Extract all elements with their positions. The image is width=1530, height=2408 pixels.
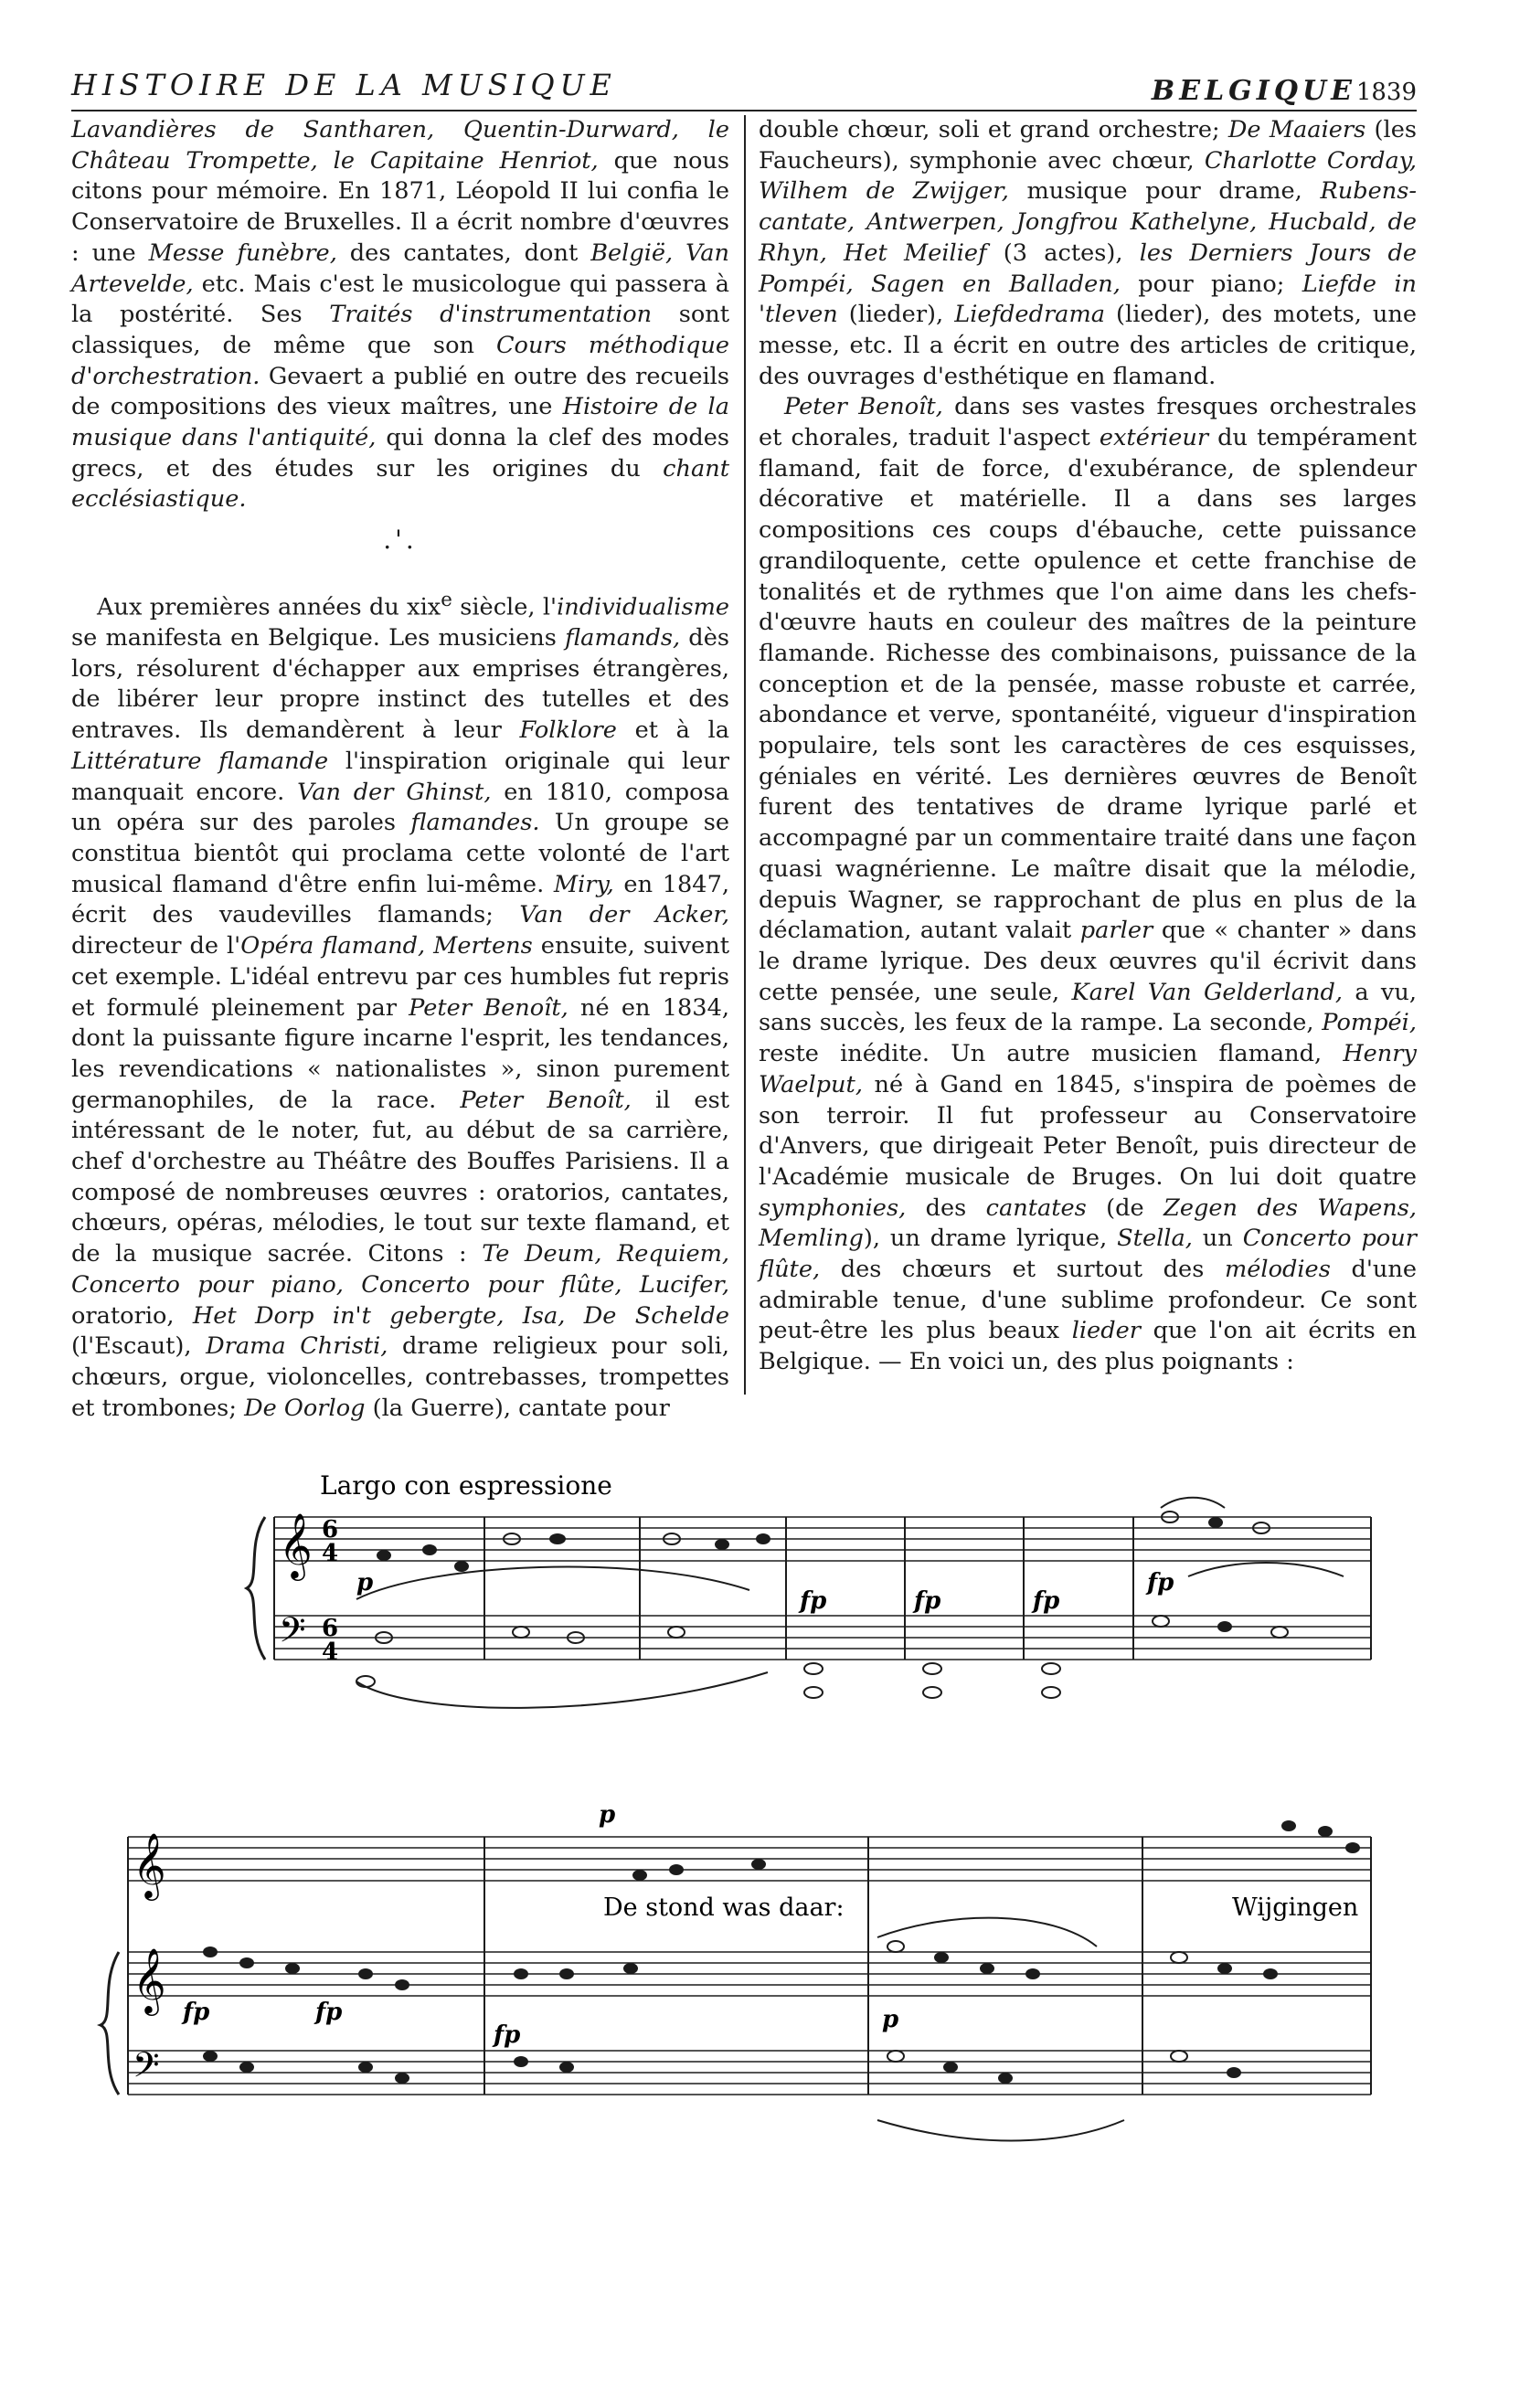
dynamic-10: p — [882, 2006, 899, 2033]
right-paragraph-2: Peter Benoît, dans ses vastes fresques orchestrales et chorales, traduit l'aspect extérieur du tempérament flamand, fait de force, d'exubérance, de splendeur décorative et matérielle. Il a dans ses larges compositions ces coups d'ébauche, cette puissance grandiloquente, cette opulence et cette franchise de tonalités et de rythmes que l'on aime dans les chefs-d'œuvre hauts en couleur des maîtres de la peinture flamande. Richesse des combinaisons, puissance de la conception et de la pensée, masse robuste et carrée, abondance et verve, spontanéité, vigueur d'inspiration populaire, tels sont les caractères de ces esquisses, géniales en vérité. Les dernières œuvres de Benoît furent des tentatives de drame lyrique parlé et accompagné par un commentaire traité dans une façon quasi wagnérienne. Le maître disait que la mélodie, depuis Wagner, se rapprochant de plus en plus de la déclamation, autant valait parler que « chanter » dans le drame lyrique. Des deux œuvres qu'il écrivit dans cette pensée, une seule, Karel Van Gelderland, a vu, sans succès, les feux de la rampe. La seconde, Pompéi, reste inédite. Un autre musicien flamand, Henry Waelput, né à Gand en 1845, s'inspira de poèmes de son terroir. Il fut professeur au Conservatoire d'Anvers, que dirigeait Peter Benoît, puis directeur de l'Académie musicale de Bruges. On lui doit quatre symphonies, des cantates (de Zegen des Wapens, Memling), un drame lyrique, Stella, un Concerto pour flûte, des chœurs et surtout des mélodies d'une admirable tenue, d'une sublime profondeur. Ce sont peut-être les plus beaux lieder que l'on ait écrits en Belgique. — En voici un, des plus poignants : — [759, 393, 1417, 1376]
tie-1 — [1161, 1498, 1225, 1508]
dynamic-8: fp — [315, 1999, 343, 2026]
right-column — [759, 115, 1417, 1378]
barlines-2 — [128, 1837, 1371, 2095]
dynamic-5: fp — [1147, 1569, 1174, 1596]
page-number: 1839 — [1355, 79, 1417, 106]
dynamic-1: p — [356, 1569, 374, 1596]
phrase-slur-4 — [877, 2120, 1124, 2141]
dynamic-9: fp — [494, 2021, 521, 2049]
brace-2 — [101, 1952, 119, 2095]
treble-clef-1: 𝄞 — [279, 1512, 313, 1578]
section-title: BELGIQUE — [1151, 75, 1356, 107]
system-2 — [101, 1837, 1371, 2141]
time-sig-bottom-2: 4 — [322, 1639, 339, 1666]
dynamic-6: p — [599, 1801, 616, 1829]
header-rule — [71, 110, 1417, 111]
section-separator: .'. — [383, 525, 418, 556]
left-paragraph-1: Lavandières de Santharen, Quentin-Durward, le Château Trompette, le Capitaine Henriot, que nous citons pour mémoire. En 1871, Léopold II lui confia le Conservatoire de Bruxelles. Il a écrit nombre d'œuvres : une Messe funèbre, des cantates, dont België, Van Artevelde, etc. Mais c'est le musicologue qui passera à la postérité. Ses Traités d'instrumentation sont classiques, de même que son Cours méthodique d'orchestration. Gevaert a publié en outre des recueils de compositions des vieux maîtres, une Histoire de la musique dans l'antiquité, qui donna la clef des modes grecs, et des études sur les origines du chant ecclésiastique. — [71, 116, 730, 514]
left-column — [71, 115, 729, 1424]
brace-1 — [247, 1517, 265, 1660]
lyric-1: De stond was daar: — [603, 1894, 845, 1922]
dynamic-4: fp — [1033, 1587, 1060, 1615]
running-title: HISTOIRE DE LA MUSIQUE — [71, 68, 617, 102]
bass-staff-2 — [128, 2051, 1371, 2095]
dynamic-3: fp — [914, 1587, 941, 1615]
music-score — [0, 1453, 1530, 2385]
right-paragraph-1: double chœur, soli et grand orchestre; De Maaiers (les Faucheurs), symphonie avec chœur, Charlotte Corday, Wilhem de Zwijger, musique pour drame, Rubens-cantate, Antwerpen, Jongfrou Kathelyne, Hucbald, de Rhyn, Het Meilief (3 actes), les Derniers Jours de Pompéi, Sagen en Balladen, pour piano; Liefde in 'tleven (lieder), Liefdedrama (lieder), des motets, une messe, etc. Il a écrit en outre des articles de critique, des ouvrages d'esthétique en flamand. — [759, 116, 1418, 390]
phrase-slur-3 — [877, 1918, 1097, 1947]
time-sig-top-1: 6 — [322, 1516, 339, 1543]
tie-2 — [1188, 1563, 1344, 1576]
column-rule — [744, 115, 746, 1395]
bass-clef-1: 𝄢 — [279, 1609, 306, 1659]
bass-clef-2: 𝄢 — [133, 2044, 160, 2094]
treble-clef-2: 𝄞 — [133, 1831, 166, 1898]
dynamic-7: fp — [183, 1999, 210, 2026]
phrase-slur-1 — [356, 1567, 749, 1599]
phrase-slur-2 — [356, 1672, 768, 1708]
bass-staff-1 — [274, 1616, 1371, 1660]
time-sig-bottom-1: 4 — [322, 1540, 339, 1567]
dynamic-2: fp — [800, 1587, 827, 1615]
treble-clef-3: 𝄞 — [133, 1947, 166, 2013]
voice-staff-2 — [128, 1837, 1371, 1881]
left-paragraph-2: Aux premières années du xix$^e$ siècle, l'individualisme se manifesta en Belgique. Les musiciens flamands, dès lors, résolurent d'échapper aux emprises étrangères, de libérer leur propre instinct des tutelles et des entraves. Ils demandèrent à leur Folklore et à la Littérature flamande l'inspiration originale qui leur manquait encore. Van der Ghinst, en 1810, composa un opéra sur des paroles flamandes. Un groupe se constitua bientôt qui proclama cette volonté de l'art musical flamand d'être enfin lui-même. Miry, en 1847, écrit des vaudevilles flamands; Van der Acker, directeur de l'Opéra flamand, Mertens ensuite, suivent cet exemple. L'idéal entrevu par ces humbles fut repris et formulé pleinement par Peter Benoît, né en 1834, dont la puissante figure incarne l'esprit, les tendances, les revendications « nationalistes », sinon purement germanophiles, de la race. Peter Benoît, il est intéressant de le noter, fut, au début de sa carrière, chef d'orchestre au Théâtre des Bouffes Parisiens. Il a composé de nombreuses œuvres : oratorios, cantates, chœurs, opéras, mélodies, le tout sur texte flamand, et de la musique sacrée. Citons : Te Deum, Requiem, Concerto pour piano, Concerto pour flûte, Lucifer, oratorio, Het Dorp in't gebergte, Isa, De Schelde (l'Escaut), Drama Christi, drame religieux pour soli, chœurs, orgue, violoncelles, contrebasses, trompettes et trombones; De Oorlog (la Guerre), cantate pour — [71, 588, 730, 1422]
lyric-2: Wijgingen — [1232, 1894, 1359, 1922]
treble-staff-1 — [274, 1517, 1371, 1561]
treble-staff-2 — [128, 1952, 1371, 1996]
time-sig-top-2: 6 — [322, 1615, 339, 1642]
tempo-marking: Largo con espressione — [320, 1470, 612, 1501]
